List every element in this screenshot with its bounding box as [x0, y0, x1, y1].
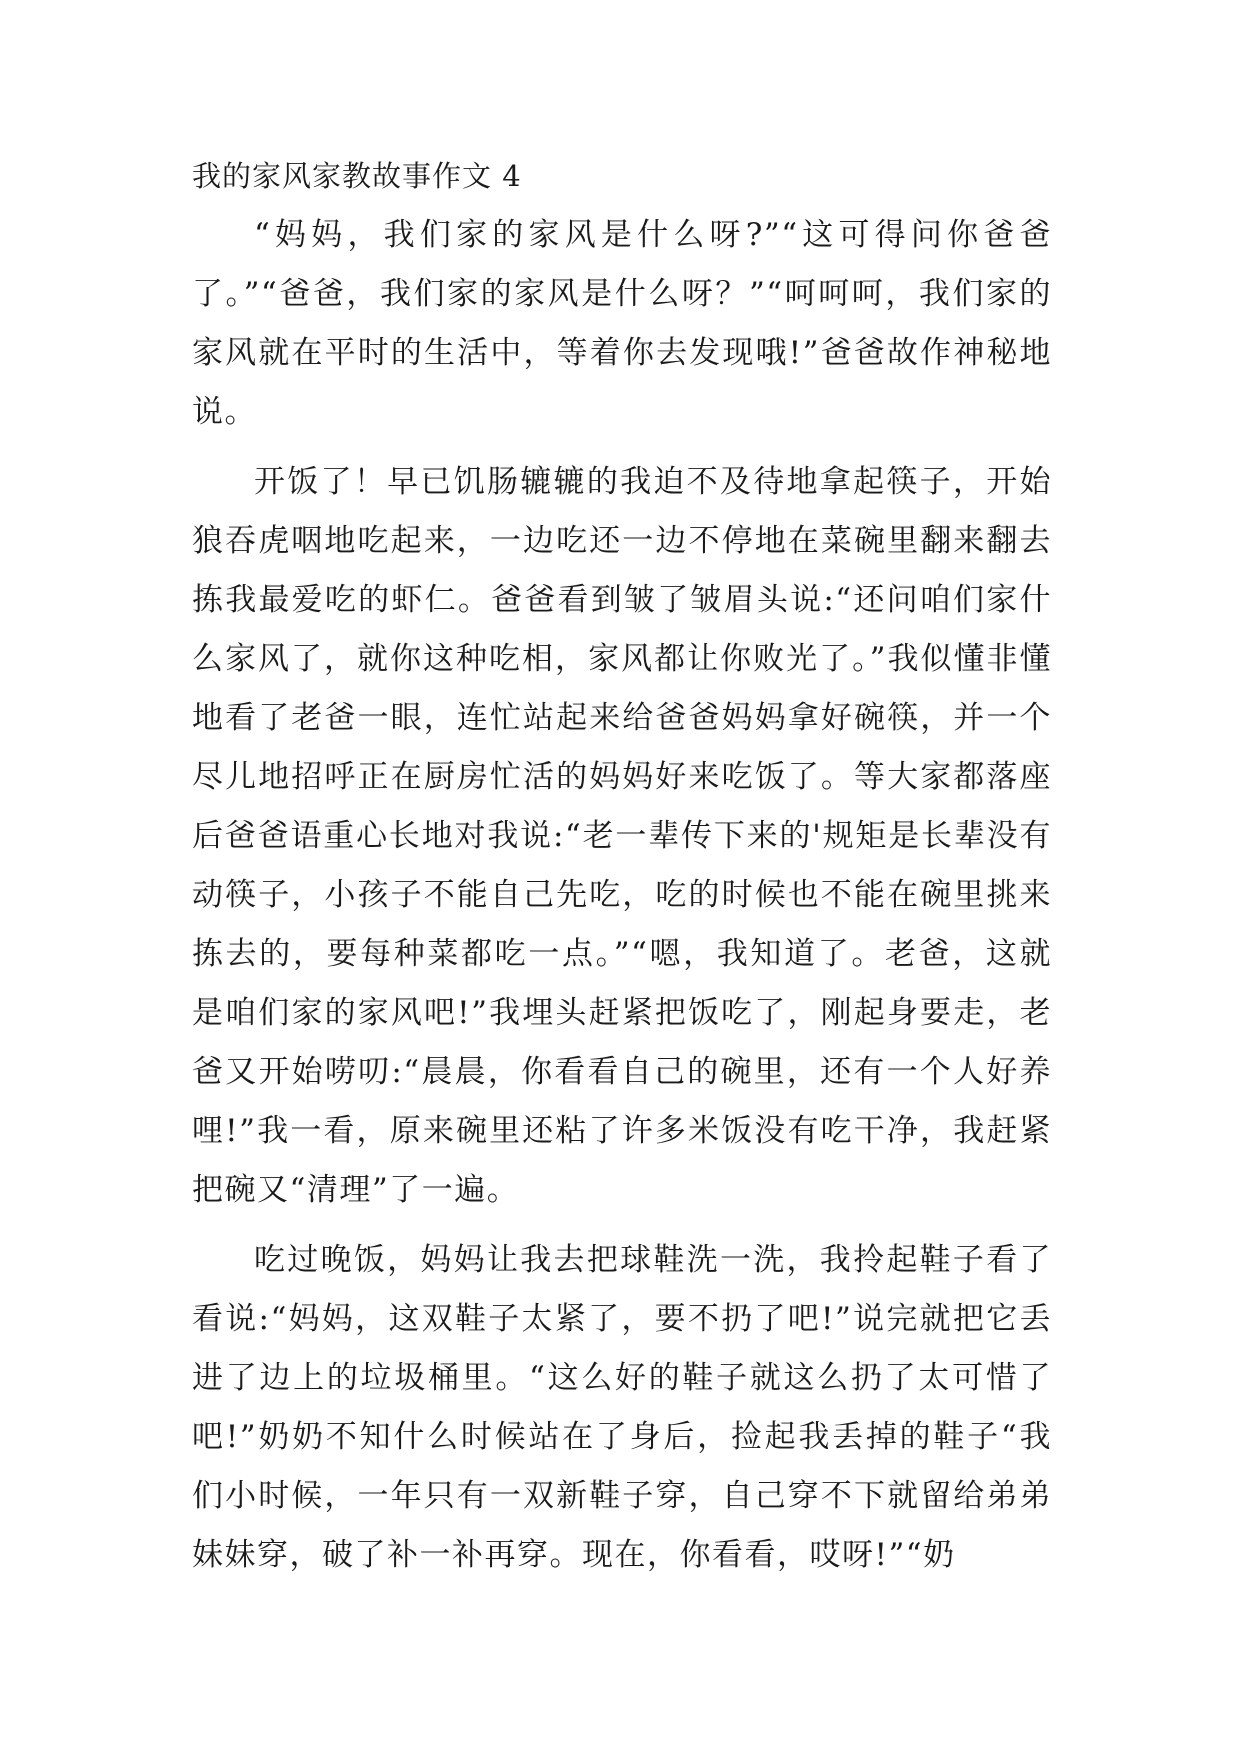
paragraph-3: 吃过晚饭，妈妈让我去把球鞋洗一洗，我拎起鞋子看了看说:“妈妈，这双鞋子太紧了，要不扔了吧!”说完就把它丢进了边上的垃圾桶里。“这么好的鞋子就这么扔了太可惜了吧!”奶奶不知什么时候站在了身后，捡起我丢掉的鞋子“我们小时候，一年只有一双新鞋子穿，自己穿不下就留给弟弟妹妹穿，破了补一补再穿。现在，你看看，哎呀!”“奶 — [192, 1242, 1052, 1573]
paragraph-1: “妈妈，我们家的家风是什么呀?”“这可得问你爸爸了。”“爸爸，我们家的家风是什么呀？”“呵呵呵，我们家的家风就在平时的生活中，等着你去发现哦!”爸爸故作神秘地说。 — [192, 217, 1052, 430]
document-body — [192, 158, 1052, 1596]
paragraph-2: 开饭了！早已饥肠辘辘的我迫不及待地拿起筷子，开始狼吞虎咽地吃起来，一边吃还一边不停地在菜碗里翻来翻去拣我最爱吃的虾仁。爸爸看到皱了皱眉头说:“还问咱们家什么家风了，就你这种吃相，家风都让你败光了。”我似懂非懂地看了老爸一眼，连忙站起来给爸爸妈妈拿好碗筷，并一个尽儿地招呼正在厨房忙活的妈妈好来吃饭了。等大家都落座后爸爸语重心长地对我说:“老一辈传下来的'规矩是长辈没有动筷子，小孩子不能自己先吃，吃的时候也不能在碗里挑来拣去的，要每种菜都吃一点。”“嗯，我知道了。老爸，这就是咱们家的家风吧!”我埋头赶紧把饭吃了，刚起身要走，老爸又开始唠叨:“晨晨，你看看自己的碗里，还有一个人好养哩!”我一看，原来碗里还粘了许多米饭没有吃干净，我赶紧把碗又“清理”了一遍。 — [192, 464, 1052, 1208]
document-title: 我的家风家教故事作文 4 — [192, 159, 522, 193]
